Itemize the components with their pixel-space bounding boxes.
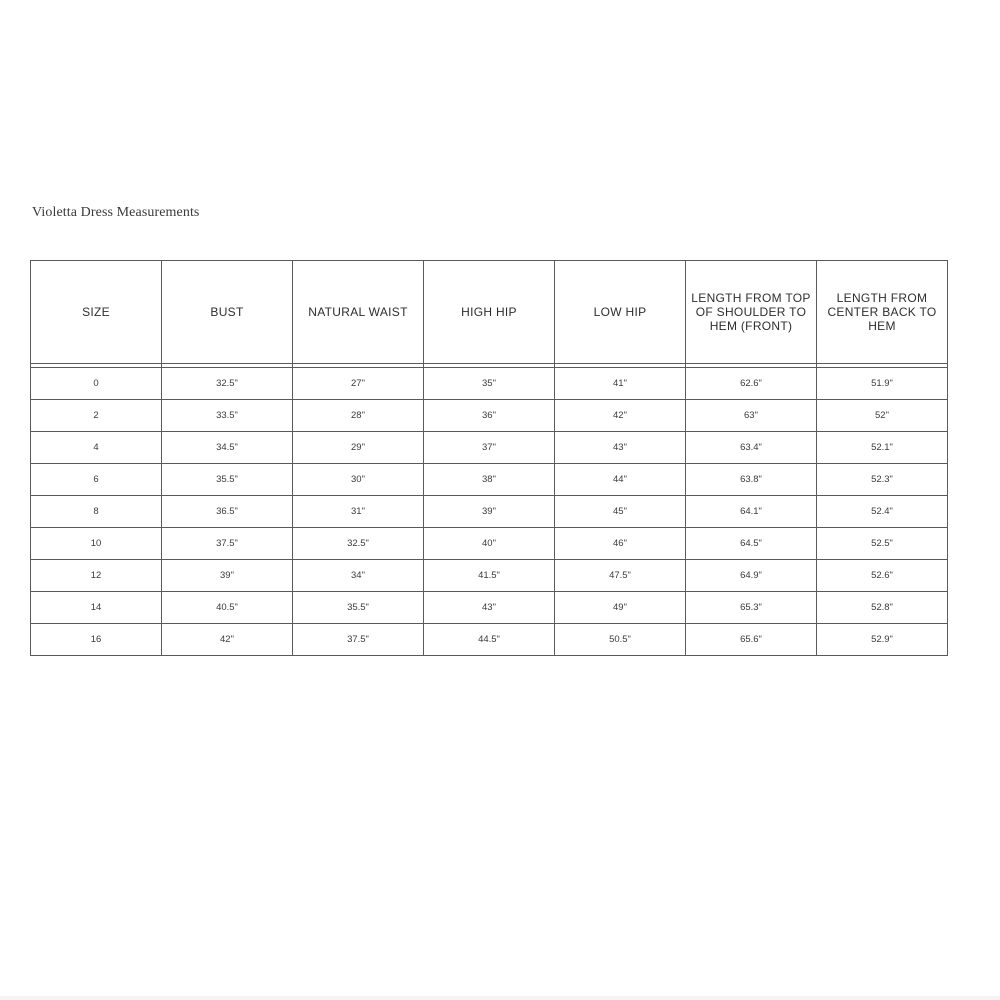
- cell-high-hip: 43": [424, 592, 555, 624]
- cell-bust: 39": [162, 560, 293, 592]
- table-row: [31, 432, 948, 464]
- cell-natural-waist: 34": [293, 560, 424, 592]
- cell-low-hip: 41": [555, 368, 686, 400]
- cell-length-front: 63.4": [686, 432, 817, 464]
- cell-natural-waist: 28": [293, 400, 424, 432]
- cell-natural-waist: 29": [293, 432, 424, 464]
- cell-length-front: 65.3": [686, 592, 817, 624]
- cell-length-back: 52.5": [817, 528, 948, 560]
- table-row: [31, 400, 948, 432]
- cell-size: 10: [31, 528, 162, 560]
- cell-bust: 34.5": [162, 432, 293, 464]
- cell-length-front: 64.9": [686, 560, 817, 592]
- cell-length-front: 63": [686, 400, 817, 432]
- cell-bust: 36.5": [162, 496, 293, 528]
- cell-natural-waist: 35.5": [293, 592, 424, 624]
- cell-low-hip: 49": [555, 592, 686, 624]
- cell-length-back: 52.6": [817, 560, 948, 592]
- cell-low-hip: 42": [555, 400, 686, 432]
- cell-high-hip: 35": [424, 368, 555, 400]
- cell-size: 4: [31, 432, 162, 464]
- table-header-row: [31, 261, 948, 364]
- cell-size: 2: [31, 400, 162, 432]
- cell-bust: 42": [162, 624, 293, 656]
- cell-length-back: 52": [817, 400, 948, 432]
- cell-length-back: 52.4": [817, 496, 948, 528]
- cell-size: 6: [31, 464, 162, 496]
- page-title: Violetta Dress Measurements: [32, 205, 200, 220]
- table-row: [31, 496, 948, 528]
- cell-size: 12: [31, 560, 162, 592]
- header-natural-waist: NATURAL WAIST: [293, 261, 424, 364]
- cell-length-back: 52.3": [817, 464, 948, 496]
- cell-natural-waist: 30": [293, 464, 424, 496]
- table-row: [31, 528, 948, 560]
- cell-low-hip: 45": [555, 496, 686, 528]
- cell-natural-waist: 27": [293, 368, 424, 400]
- cell-length-front: 64.1": [686, 496, 817, 528]
- cell-low-hip: 44": [555, 464, 686, 496]
- cell-low-hip: 47.5": [555, 560, 686, 592]
- cell-high-hip: 38": [424, 464, 555, 496]
- cell-high-hip: 37": [424, 432, 555, 464]
- cell-natural-waist: 37.5": [293, 624, 424, 656]
- cell-low-hip: 46": [555, 528, 686, 560]
- table-row: [31, 368, 948, 400]
- cell-length-back: 51.9": [817, 368, 948, 400]
- cell-natural-waist: 32.5": [293, 528, 424, 560]
- table-row: [31, 592, 948, 624]
- cell-bust: 40.5": [162, 592, 293, 624]
- cell-size: 14: [31, 592, 162, 624]
- cell-length-front: 65.6": [686, 624, 817, 656]
- header-high-hip: HIGH HIP: [424, 261, 555, 364]
- cell-length-front: 63.8": [686, 464, 817, 496]
- cell-high-hip: 41.5": [424, 560, 555, 592]
- cell-size: 0: [31, 368, 162, 400]
- cell-bust: 37.5": [162, 528, 293, 560]
- header-length-front: LENGTH FROM TOP OF SHOULDER TO HEM (FRONT): [686, 261, 817, 364]
- header-length-back: LENGTH FROM CENTER BACK TO HEM: [817, 261, 948, 364]
- measurements-table: [30, 260, 948, 656]
- cell-size: 8: [31, 496, 162, 528]
- cell-bust: 32.5": [162, 368, 293, 400]
- cell-length-back: 52.8": [817, 592, 948, 624]
- cell-high-hip: 36": [424, 400, 555, 432]
- cell-high-hip: 44.5": [424, 624, 555, 656]
- cell-length-front: 62.6": [686, 368, 817, 400]
- table-row: [31, 560, 948, 592]
- header-bust: BUST: [162, 261, 293, 364]
- cell-length-front: 64.5": [686, 528, 817, 560]
- table-row: [31, 624, 948, 656]
- cell-bust: 33.5": [162, 400, 293, 432]
- cell-bust: 35.5": [162, 464, 293, 496]
- cell-length-back: 52.1": [817, 432, 948, 464]
- cell-low-hip: 50.5": [555, 624, 686, 656]
- cell-high-hip: 39": [424, 496, 555, 528]
- table-row: [31, 464, 948, 496]
- bottom-edge-bar: [0, 996, 1000, 1000]
- cell-size: 16: [31, 624, 162, 656]
- cell-high-hip: 40": [424, 528, 555, 560]
- header-low-hip: LOW HIP: [555, 261, 686, 364]
- cell-low-hip: 43": [555, 432, 686, 464]
- header-size: SIZE: [31, 261, 162, 364]
- cell-length-back: 52.9": [817, 624, 948, 656]
- cell-natural-waist: 31": [293, 496, 424, 528]
